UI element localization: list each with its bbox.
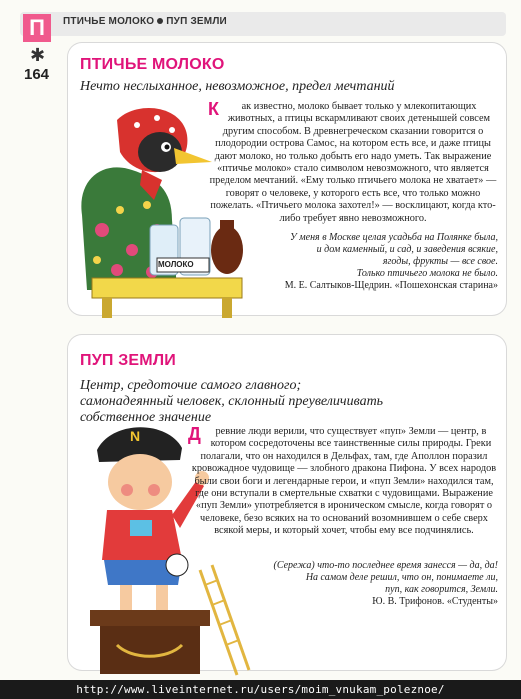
quote-line: Только птичьего молока не было. bbox=[356, 268, 498, 279]
page-number: 164 bbox=[24, 66, 50, 83]
quote-line: У меня в Москве целая усадьба на Полянке была, bbox=[290, 232, 498, 243]
section1-dropcap: К bbox=[208, 99, 219, 119]
quote-line: (Сережа) что-то последнее время занесся — да, да! bbox=[273, 560, 498, 571]
hat-letter: N bbox=[130, 428, 141, 444]
section2-title: ПУП ЗЕМЛИ bbox=[80, 352, 176, 369]
section1-body-text: ак известно, молоко бывает только у млекопитающих животных, а птицы вскармливают своих детенышей совсем другим способом. В древнегреческом сказании говорится о плодородии острова Самос, на котором есть все, и даже птицы дают молоко, но только добыть его надо уметь. Так выражение «птичье молоко» стало символом невозможного, что является пределом мечтаний. «Ему только птичьего молока не хватает» — говорят о человеке, у которого есть все, что только можно пожелать. «Птичьего молока захотел!» — восклицают, когда кто-либо требует явно невозможного. bbox=[209, 101, 497, 224]
section1-title: ПТИЧЬЕ МОЛОКО bbox=[80, 56, 225, 73]
subtitle-line: Центр, средоточие самого главного; bbox=[80, 378, 302, 393]
section2-quote bbox=[215, 560, 498, 608]
quote-line: На самом деле решил, что он, понимаете ли, bbox=[305, 572, 498, 583]
quote-line: и дом каменный, и сад, и заведения всякие, bbox=[316, 244, 498, 255]
section1-quote bbox=[215, 232, 498, 292]
star-icon: ✱ bbox=[30, 45, 46, 66]
watermark-footer bbox=[0, 680, 521, 699]
running-header-part1: ПТИЧЬЕ МОЛОКО bbox=[63, 16, 155, 27]
section2-body bbox=[188, 426, 500, 538]
section-letter-badge: П bbox=[23, 14, 51, 42]
quote-author: Ю. В. Трифонов. «Студенты» bbox=[372, 596, 498, 607]
running-header bbox=[63, 16, 227, 27]
jar-label: МОЛОКО bbox=[158, 260, 194, 269]
subtitle-line: самонадеянный человек, склонный преувеличивать bbox=[80, 394, 384, 409]
quote-author: М. Е. Салтыков-Щедрин. «Пошехонская старина» bbox=[284, 280, 498, 291]
section2-subtitle bbox=[80, 378, 500, 426]
quote-line: ягоды, фрукты — все свое. bbox=[382, 256, 498, 267]
running-header-part2: ПУП ЗЕМЛИ bbox=[166, 16, 227, 27]
footer-url: http://www.liveinternet.ru/users/moim_vnukam_poleznoe/ bbox=[76, 683, 445, 696]
section2-body-text: ревние люди верили, что существует «пуп» Земли — центр, в котором сосредоточены все таинственные силы природы. Греки полагали, что он находился в Дельфах, там, где Аполлон поразил кровожадное чудовище — злобного дракона Пифона. У всех народов были свои боги и легендарные герои, и «пуп Земли» находился там, где они вступали в смертельные схватки с чудовищами. Выражение «пуп Земли» употребляется в ироническом смысле, когда говорят о человеке, безо всяких на то оснований возомнившем о себе сверх всякой меры, и который хочет, чтобы ему все подчинялись. bbox=[191, 426, 497, 537]
bullet-icon bbox=[157, 18, 163, 24]
section1-body bbox=[208, 101, 498, 225]
section1-subtitle: Нечто неслыханное, невозможное, предел мечтаний bbox=[80, 79, 395, 94]
section2-dropcap: Д bbox=[188, 424, 201, 444]
subtitle-line: собственное значение bbox=[80, 410, 212, 425]
quote-line: пуп, как говорится, Земли. bbox=[385, 584, 498, 595]
